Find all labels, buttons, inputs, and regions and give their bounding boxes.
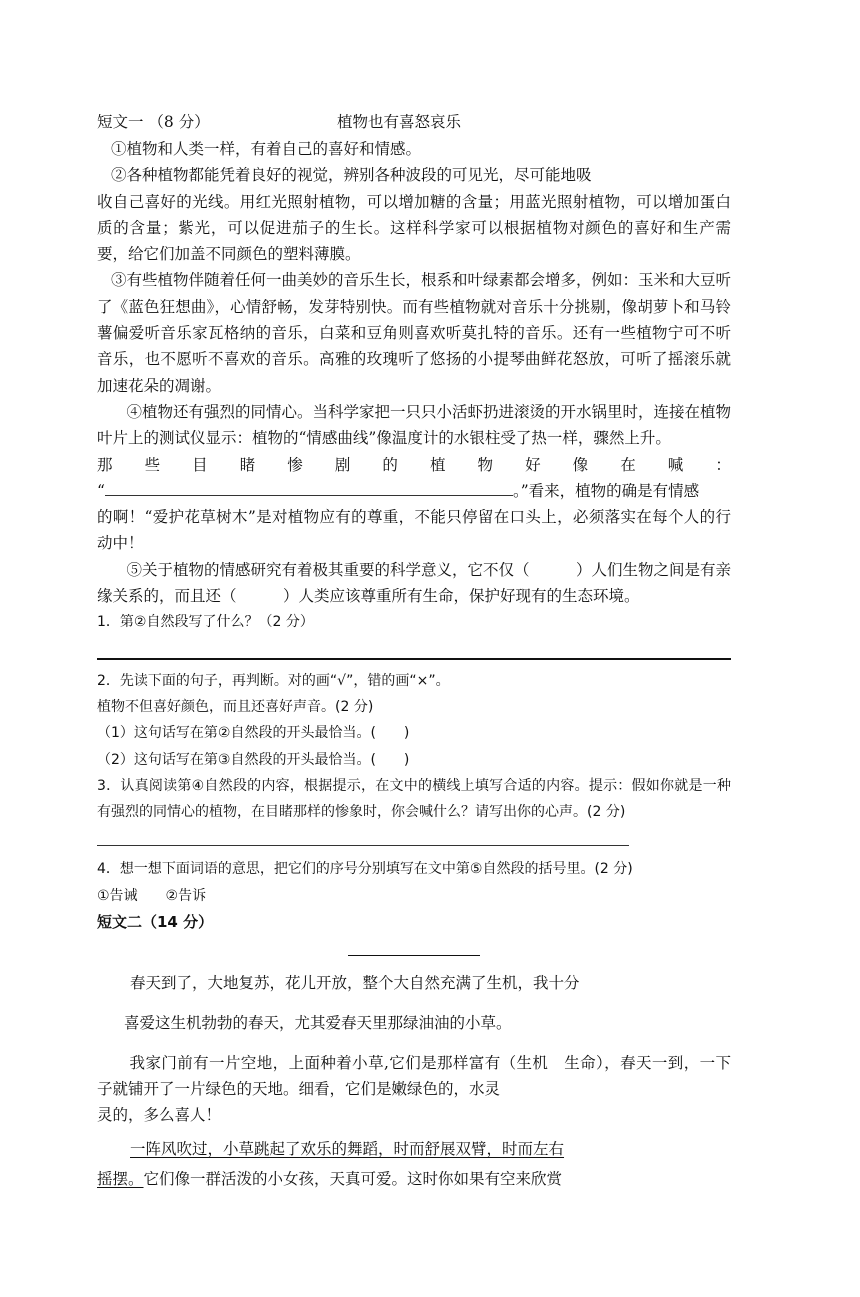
- spread-char: 惨: [287, 455, 303, 474]
- spread-char: 像: [572, 455, 589, 474]
- spread-char: 好: [525, 455, 541, 474]
- quote-open: “: [97, 481, 105, 500]
- underlined-sentence: 一阵风吹过，小草跳起了欢乐的舞蹈，时而舒展双臂，时而左右: [130, 1140, 565, 1159]
- underlined-sentence-end: 摇摆。: [97, 1170, 144, 1189]
- spread-char: 物: [477, 455, 494, 474]
- section1-title: 植物也有喜怒哀乐: [337, 113, 462, 131]
- section1-para4-quote-line: [97, 478, 731, 504]
- section2-para2: 喜爱这生机勃勃的春天，尤其爱春天里那绿油油的小草。: [124, 1014, 512, 1033]
- section2-para4-rest: 它们像一群活泼的小女孩，天真可爱。这时你如果有空来欣赏: [143, 1170, 563, 1189]
- section2-para3-text: 我家门前有一片空地，上面种着小草,它们是那样富有（生机 生命），春天一到，一下子就铺开了一片绿色的天地。细看，它们是嫩绿色的，水灵: [97, 1054, 731, 1099]
- spread-char: 的: [382, 455, 398, 474]
- question-4-options: ①告诫 ②告诉: [97, 887, 207, 904]
- document-page: [97, 108, 731, 1192]
- q3-answer-line[interactable]: [97, 845, 629, 846]
- section1-para4-b: 的啊！“爱护花草树木”是对植物应有的尊重，不能只停留在口头上，必须落实在每个人的行动中！: [97, 508, 731, 553]
- section2-para1: 春天到了，大地复苏，花儿开放，整个大自然充满了生机，我十分: [130, 974, 580, 993]
- section1-header: [97, 108, 731, 136]
- spread-char: 些: [144, 455, 161, 474]
- spread-char: 睹: [239, 455, 256, 474]
- section1-label: 短文一 （8 分）: [97, 113, 210, 131]
- question-2: 2．先读下面的句子，再判断。对的画“√”，错的画“×”。: [97, 672, 450, 689]
- q1-answer-line[interactable]: [97, 658, 731, 660]
- spread-char: 那: [97, 455, 113, 474]
- quote-close: 。”看来，植物的确是有情感: [512, 481, 700, 500]
- section2-para4-line1: [97, 1136, 731, 1162]
- section2-para4-line2: [97, 1166, 731, 1192]
- question-2-option-1: （1）这句话写在第②自然段的开头最恰当。( ): [97, 725, 410, 742]
- section1-para1: ①植物和人类一样，有着自己的喜好和情感。: [110, 140, 421, 158]
- q3-answer-blank[interactable]: [105, 481, 513, 496]
- section1-para4-a: ④植物还有强烈的同情心。当科学家把一只只小活虾扔进滚烫的开水锅里时，连接在植物叶片上的测试仪显示：植物的“情感曲线”像温度计的水银柱受了热一样，骤然上升。: [97, 402, 731, 448]
- section2-title-blank[interactable]: [97, 939, 731, 960]
- spread-char: 剧: [334, 455, 351, 474]
- spread-char: 目: [192, 455, 208, 474]
- section1-para3: ③有些植物伴随着任何一曲美妙的音乐生长，根系和叶绿素都会增多，例如：玉米和大豆听了《蓝色狂想曲》，心情舒畅，发芽特别快。而有些植物就对音乐十分挑剔，像胡萝卜和马铃薯偏爱听音乐家瓦格纳的音乐，白菜和豆角则喜欢听莫扎特的音乐。还有一些植物宁可不听音乐，也不愿听不喜欢的音乐。高雅的玫瑰听了悠扬的小提琴曲鲜花怒放，可听了摇滚乐就加速花朵的凋谢。: [97, 271, 731, 395]
- spread-char: 植: [429, 455, 446, 474]
- section2-para3-line: [97, 1050, 731, 1102]
- question-2-sentence: 植物不但喜好颜色，而且还喜好声音。(2 分): [97, 698, 374, 715]
- question-1: 1．第②自然段写了什么？（2 分）: [97, 614, 314, 631]
- question-3: 3．认真阅读第④自然段的内容，根据提示，在文中的横线上填写合适的内容。提示：假如你就是一种有强烈的同情心的植物，在目睹那样的惨象时，你会喊什么？请写出你的心声。(2 分): [97, 777, 731, 821]
- section1-para4-spread-line: [97, 452, 731, 478]
- question-4: 4．想一想下面词语的意思，把它们的序号分别填写在文中第⑤自然段的括号里。(2 分): [97, 861, 633, 878]
- section1-para2-first: ②各种植物都能凭着良好的视觉，辨别各种波段的可见光，尽可能地吸: [110, 166, 592, 185]
- spread-char: 喊: [667, 455, 684, 474]
- question-2-option-2: （2）这句话写在第③自然段的开头最恰当。( ): [97, 751, 410, 768]
- section2-para3-b: 灵的，多么喜人！: [97, 1106, 222, 1125]
- section1-para5: ⑤关于植物的情感研究有着极其重要的科学意义，它不仅（ ）人们生物之间是有亲缘关系的，而且还（ ）人类应该尊重所有生命，保护好现有的生态环境。: [97, 560, 731, 606]
- section2-label: 短文二（14 分）: [97, 913, 214, 932]
- spread-char: ：: [715, 455, 731, 474]
- section1-para2-rest: 收自己喜好的光线。用红光照射植物，可以增加糖的含量；用蓝光照射植物，可以增加蛋白质的含量；紫光，可以促进茄子的生长。这样科学家可以根据植物对颜色的喜好和生产需要，给它们加盖不同颜色的塑料薄膜。: [97, 192, 731, 264]
- spread-char: 在: [620, 455, 636, 474]
